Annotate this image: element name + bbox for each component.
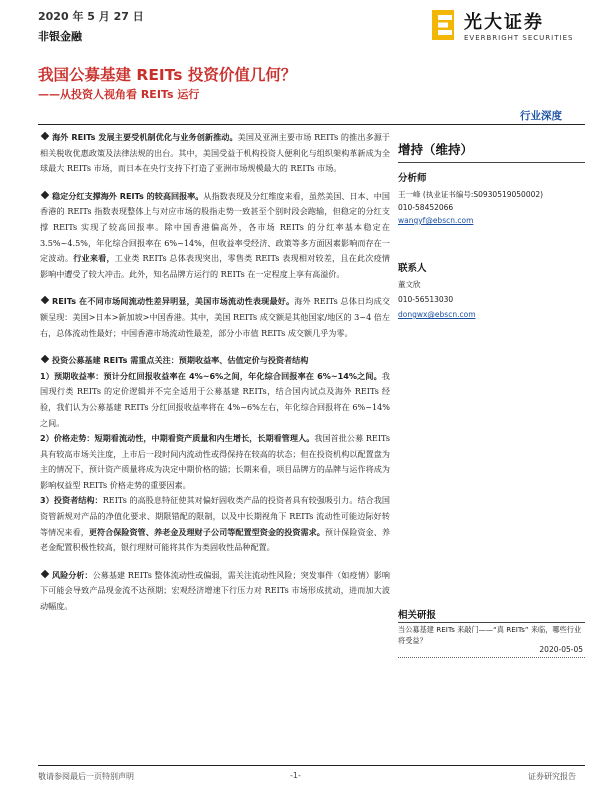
report-subtitle: ——从投资人视角看 REITs 运行 xyxy=(38,88,200,101)
paragraph-3: REITs 在不同市场间流动性差异明显，美国市场流动性表现最好。海外 REITs 总体日均成交额呈现：美国>日本>新加坡>中国香港。其中，美国 REITs 成交额是其他国家/地区的 3~4 倍左右，总体流动性最好；中国香港市场流动性最差，部分小市值 REITs 成交额几乎为零。 xyxy=(40,296,391,338)
footer-disclaimer: 敬请参阅最后一页特别声明 xyxy=(38,772,134,781)
contact-name: 董文欣 xyxy=(398,280,421,289)
bullet-diamond-icon xyxy=(41,355,49,363)
related-reports-heading: 相关研报 xyxy=(398,610,437,621)
logo-text-en: EVERBRIGHT SECURITIES xyxy=(464,34,574,42)
paragraph-5: 1）预期收益率：预计分红回报收益率在 4%~6%之间，年化综合回报率在 6%~14%之间。我国现行类 REITs 的定价逻辑并不完全适用于公募基建 REITs，结合国内试点及海外 REITs 经验，我们认为公募基建 REITs 分红回报收益率将在 4%~6%左右，年化综合回报将在 6%~14%之间。 xyxy=(40,370,390,428)
paragraph-2: 稳定分红支撑海外 REITs 的较高回报率。从指数表现及分红维度来看，虽然美国、日本、中国香港的 REITs 指数表现整体上与对应市场的股指走势一致甚至个别时段会跑输，但稳定的分红支撑 REITs 实现了较高回报率。除中国香港偏高外，各市场 REITs 的分红率基本稳定在 3.5%~4.5%，年化综合回报率在 6%~14%，但收益率受经济、政策等多方面因素影响而存在一定波动。行业来看，工业类 REITs 总体表现突出，零售类 REITs 表现相对较差，且在此次疫情影响中遭受了较大冲击。此外，知名品牌方运行的 REITs 在一定程度上享有高溢价。 xyxy=(40,190,390,279)
related-divider xyxy=(398,622,585,623)
related-report-date: 2020-05-05 xyxy=(539,645,583,654)
analyst-heading: 分析师 xyxy=(398,173,427,184)
analyst-phone: 010-58452066 xyxy=(398,203,454,212)
analyst-email-link[interactable]: wangyf@ebscn.com xyxy=(398,216,474,225)
header-divider xyxy=(38,124,585,125)
paragraph-1: 海外 REITs 发展主要受机制优化与业务创新推动。美国及亚洲主要市场 REITs 的推出多源于相关税收优惠政策及法律法规的出台。其中，美国受益于机构投资人便利化与组织架构革新成为全球最大 REITs 市场，而日本在央行支持下打造了亚洲市场规模最大的 REITs 市场。 xyxy=(40,132,390,174)
related-dotted-divider xyxy=(398,657,585,658)
contact-heading: 联系人 xyxy=(398,263,427,274)
report-date: 2020 年 5 月 27 日 xyxy=(38,10,144,23)
analyst-info xyxy=(398,188,543,201)
rating: 增持（维持） xyxy=(398,142,474,157)
contact-email-link[interactable]: dongwx@ebscn.com xyxy=(398,310,476,319)
bullet-diamond-icon xyxy=(41,296,49,304)
page-number: -1- xyxy=(290,771,301,780)
report-body xyxy=(40,130,390,615)
bullet-diamond-icon xyxy=(41,132,49,140)
related-report-link[interactable]: 当公募基建 REITs 来敲门——“真 REITs” 来临，哪些行业将受益？ xyxy=(398,625,582,645)
logo-mark-icon xyxy=(430,8,458,42)
bullet-diamond-icon xyxy=(41,191,49,199)
paragraph-6: 2）价格走势：短期看流动性，中期看资产质量和内生增长，长期看管理人。我国首批公募 REITs 具有较高市场关注度，上市后一段时间内流动性或得保持在较高的状态；但在投资机构以配置盘为主的情况下，预计资产质量将成为决定中期价格的锚；长期来看，项目品牌方的品牌与运作将成为影响权益型 REITs 价格走势的重要因素。 xyxy=(40,433,390,490)
paragraph-4: 投资公募基建 REITs 需重点关注：预期收益率、估值定价与投资者结构 xyxy=(40,353,390,369)
analyst-cert: (执业证书编号:S0930519050002) xyxy=(422,190,544,199)
logo-text-cn: 光大证券 xyxy=(464,12,544,33)
paragraph-8: 风险分析：公募基建 REITs 整体流动性或偏弱，需关注流动性风险；突发事件（如疫情）影响下可能会导致产品现金流不达预期；宏观经济增速下行压力对 REITs 市场形成扰动，进而加大波动幅度。 xyxy=(40,569,390,612)
company-logo xyxy=(430,6,580,48)
paragraph-7: 3）投资者结构：REITs 的高股息特征使其对偏好固收类产品的投资者具有较强吸引力。结合我国资管新规对产品的净值化要求、期限错配的限制，以及中长期视角下 REITs 流动性可能边际好转等情况来看，更符合保险资管、养老金及理财子公司等配置型资金的投资需求。预计保险资金、养老金配置积极性较高，银行理财可能将其作为类固收性品种配置。 xyxy=(40,495,390,553)
contact-phone: 010-56513030 xyxy=(398,295,454,304)
analyst-name: 王一峰 xyxy=(398,190,421,199)
footer-divider xyxy=(38,765,585,766)
footer-report-type: 证券研究报告 xyxy=(528,772,576,781)
sector-label: 非银金融 xyxy=(38,30,82,43)
sidebar-divider xyxy=(398,162,585,163)
report-type-tag: 行业深度 xyxy=(520,110,562,122)
bullet-diamond-icon xyxy=(41,570,49,578)
report-title: 我国公募基建 REITs 投资价值几何？ xyxy=(38,66,297,84)
